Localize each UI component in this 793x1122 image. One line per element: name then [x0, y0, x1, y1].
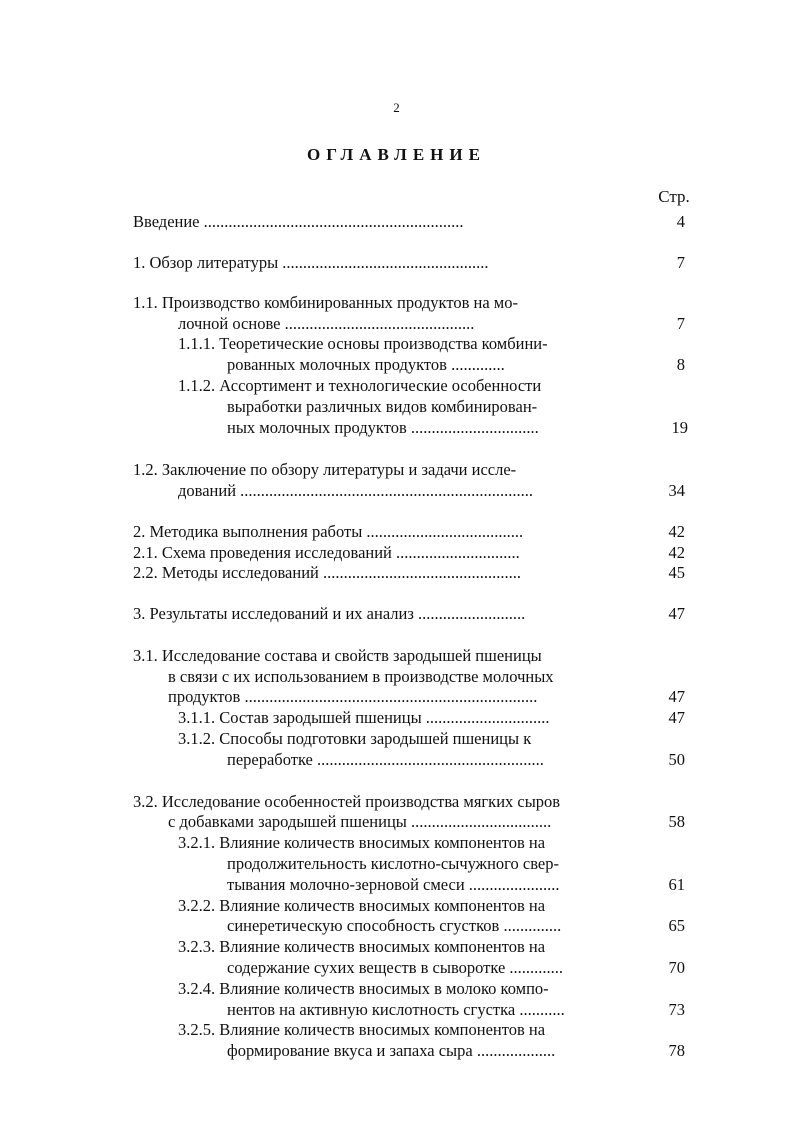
toc-entry-3-2-3[interactable]: 3.2.3. Влияние количеств вносимых компонентов на — [178, 937, 546, 956]
toc-page-number: 45 — [668, 563, 685, 582]
toc-entry-1-1-2-cont[interactable]: выработки различных видов комбинирован- — [227, 397, 538, 416]
toc-entry-3-2-4-cont[interactable]: нентов на активную кислотность сгустка ........... — [227, 1000, 565, 1019]
toc-page-number: 42 — [668, 543, 685, 562]
toc-entry-1-1-2-cont[interactable]: ных молочных продуктов ............................... — [227, 418, 539, 437]
page-column-header: Стр. — [658, 187, 690, 206]
toc-entry-1-2-cont[interactable]: дований ....................................................................... — [178, 481, 534, 500]
toc-page-number: 47 — [668, 708, 685, 727]
toc-page-number: 34 — [668, 481, 685, 500]
toc-entry-1-1-1-cont[interactable]: рованных молочных продуктов ............. — [227, 355, 505, 374]
toc-entry-3-1-cont[interactable]: продуктов ....................................................................... — [168, 687, 538, 706]
toc-page-number: 4 — [676, 212, 685, 231]
toc-page-number: 8 — [676, 355, 685, 374]
toc-page-number: 47 — [668, 604, 685, 623]
toc-page-number: 70 — [668, 958, 685, 977]
page-number: 2 — [393, 100, 400, 115]
toc-entry-1[interactable]: 1. Обзор литературы .................................................. — [133, 253, 489, 272]
toc-entry-2[interactable]: 2. Методика выполнения работы ...................................... — [133, 522, 524, 541]
toc-entry-3-2-cont[interactable]: с добавками зародышей пшеницы .................................. — [168, 812, 552, 831]
toc-page-number: 50 — [668, 750, 685, 769]
toc-entry-3-1-cont[interactable]: в связи с их использованием в производстве молочных — [168, 667, 554, 686]
toc-entry-3-2-1-cont[interactable]: тывания молочно-зерновой смеси ...................... — [227, 875, 560, 894]
toc-page-number: 73 — [668, 1000, 685, 1019]
toc-entry-3-2-1-cont[interactable]: продолжительность кислотно-сычужного свер- — [227, 854, 559, 873]
toc-entry-3-2-1[interactable]: 3.2.1. Влияние количеств вносимых компонентов на — [178, 833, 546, 852]
toc-entry-3-2-2-cont[interactable]: синеретическую способность сгустков .............. — [227, 916, 562, 935]
toc-entry-2-2[interactable]: 2.2. Методы исследований ................................................ — [133, 563, 521, 582]
toc-page-number: 61 — [668, 875, 685, 894]
toc-entry-3-1-2-cont[interactable]: переработке ....................................................... — [227, 750, 544, 769]
toc-page-number: 7 — [676, 253, 685, 272]
toc-page-number: 47 — [668, 687, 685, 706]
toc-entry-3-1[interactable]: 3.1. Исследование состава и свойств зародышей пшеницы — [133, 646, 542, 665]
toc-entry-3-2-5[interactable]: 3.2.5. Влияние количеств вносимых компонентов на — [178, 1020, 546, 1039]
toc-page-number: 65 — [668, 916, 685, 935]
toc-entry-3-2-3-cont[interactable]: содержание сухих веществ в сыворотке ............. — [227, 958, 564, 977]
toc-entry-3-1-2[interactable]: 3.1.2. Способы подготовки зародышей пшеницы к — [178, 729, 532, 748]
toc-page-number: 78 — [668, 1041, 685, 1060]
toc-entry-3-1-1[interactable]: 3.1.1. Состав зародышей пшеницы .............................. — [178, 708, 550, 727]
toc-page-number: 7 — [676, 314, 685, 333]
page-title: ОГЛАВЛЕНИЕ — [307, 145, 486, 164]
toc-entry-introduction[interactable]: Введение ............................................................... — [133, 212, 464, 231]
toc-page-number: 58 — [668, 812, 685, 831]
toc-page-number: 42 — [668, 522, 685, 541]
toc-entry-1-1-cont[interactable]: лочной основе .............................................. — [178, 314, 475, 333]
toc-entry-3-2-2[interactable]: 3.2.2. Влияние количеств вносимых компонентов на — [178, 896, 546, 915]
toc-entry-1-1-1[interactable]: 1.1.1. Теоретические основы производства комбини- — [178, 334, 548, 353]
toc-entry-3[interactable]: 3. Результаты исследований и их анализ .......................... — [133, 604, 526, 623]
toc-entry-1-1[interactable]: 1.1. Производство комбинированных продуктов на мо- — [133, 293, 518, 312]
toc-entry-3-2-5-cont[interactable]: формирование вкуса и запаха сыра ................... — [227, 1041, 556, 1060]
toc-entry-2-1[interactable]: 2.1. Схема проведения исследований .............................. — [133, 543, 520, 562]
toc-entry-1-1-2[interactable]: 1.1.2. Ассортимент и технологические особенности — [178, 376, 542, 395]
toc-entry-3-2[interactable]: 3.2. Исследование особенностей производства мягких сыров — [133, 792, 561, 811]
toc-page-number: 19 — [671, 418, 688, 437]
toc-entry-3-2-4[interactable]: 3.2.4. Влияние количеств вносимых в молоко компо- — [178, 979, 549, 998]
toc-entry-1-2[interactable]: 1.2. Заключение по обзору литературы и задачи иссле- — [133, 460, 517, 479]
